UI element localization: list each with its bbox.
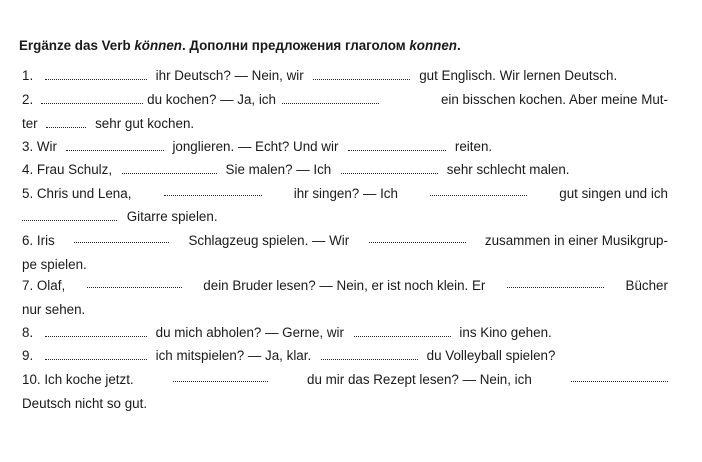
blank (122, 164, 217, 174)
exercise-line-4 (22, 162, 570, 178)
blank (87, 278, 182, 288)
exercise-line-3 (22, 139, 492, 155)
line-text: sehr schlecht malen. (446, 162, 570, 177)
line-text: Sie malen? — Ich (225, 162, 332, 177)
line-text: ter (22, 116, 38, 131)
blank (507, 278, 604, 288)
exercise-line-1 (22, 68, 617, 84)
exercise-line-7-cont (22, 302, 85, 318)
line-text: 10. Ich koche jetzt. (22, 372, 134, 387)
exercise-line-2-cont (22, 116, 194, 132)
line-text: zusammen in einer Musikgrup- (484, 233, 668, 248)
blank (354, 327, 451, 337)
blank (348, 141, 446, 151)
exercise-line-7 (22, 278, 668, 294)
blank (313, 70, 410, 80)
title-period: . (456, 38, 461, 53)
line-text: ich mitspielen? — Ja, klar. (155, 348, 312, 363)
blank (66, 141, 164, 151)
title-verb-repeat: konnen (409, 38, 457, 53)
title-text: Ergänze das Verb (19, 38, 135, 53)
blank (430, 186, 527, 196)
line-text: jonglieren. — Echt? Und wir (172, 139, 339, 154)
blank (369, 233, 466, 243)
blank (571, 372, 668, 382)
line-text: du Volleyball spielen? (426, 348, 556, 363)
line-text: 8. (22, 325, 34, 340)
line-text: 9. (22, 348, 34, 363)
exercise-line-10-cont (22, 396, 147, 412)
line-text: 2. (22, 92, 34, 107)
exercise-line-5 (22, 186, 668, 202)
line-text: pe spielen. (22, 257, 87, 272)
title-verb-german: können (134, 38, 182, 53)
line-text: ihr singen? — Ich (293, 186, 398, 201)
line-segment (22, 92, 383, 108)
blank (45, 350, 147, 360)
exercise-line-10 (22, 372, 668, 388)
line-text: 6. Iris (22, 233, 55, 248)
line-text: du mir das Rezept lesen? — Nein, ich (307, 372, 532, 387)
line-text: reiten. (454, 139, 493, 154)
line-text: dein Bruder lesen? — Nein, er ist noch klein. Er (203, 278, 486, 293)
exercise-line-2 (22, 92, 668, 108)
blank (45, 70, 147, 80)
line-text: Bücher (625, 278, 668, 293)
exercise-line-8 (22, 325, 552, 341)
line-text: gut Englisch. Wir lernen Deutsch. (419, 68, 618, 83)
blank (321, 350, 418, 360)
blank (41, 94, 143, 104)
line-text: 3. Wir (22, 139, 57, 154)
line-text: Deutsch nicht so gut. (22, 396, 148, 411)
exercise-line-5-cont (22, 209, 218, 225)
line-text: gut singen und ich (559, 186, 668, 201)
line-text: ihr Deutsch? — Nein, wir (155, 68, 304, 83)
line-text: ein bisschen kochen. Aber meine Mut- (440, 92, 668, 107)
title-text-russian: . Дополни предложения глаголом (181, 38, 410, 53)
blank (164, 186, 262, 196)
line-text: nur sehen. (22, 302, 86, 317)
blank (282, 94, 379, 104)
line-text: 1. (22, 68, 34, 83)
line-text: 5. Chris und Lena, (22, 186, 132, 201)
blank (341, 164, 438, 174)
blank (45, 327, 147, 337)
line-text: du kochen? — Ja, ich (147, 92, 276, 107)
blank (173, 372, 268, 382)
line-text: ins Kino gehen. (459, 325, 552, 340)
blank (22, 211, 117, 221)
line-text: Schlagzeug spielen. — Wir (188, 233, 350, 248)
exercise-line-6 (22, 233, 668, 249)
blank (74, 233, 169, 243)
line-text: 7. Olaf, (22, 278, 66, 293)
exercise-title (19, 38, 461, 53)
exercise-line-9 (22, 348, 555, 364)
line-text: Gitarre spielen. (126, 209, 218, 224)
line-text: sehr gut kochen. (95, 116, 195, 131)
exercise-line-6-cont (22, 257, 87, 273)
line-text: 4. Frau Schulz, (22, 162, 113, 177)
blank (46, 118, 86, 128)
line-text: du mich abholen? — Gerne, wir (155, 325, 344, 340)
